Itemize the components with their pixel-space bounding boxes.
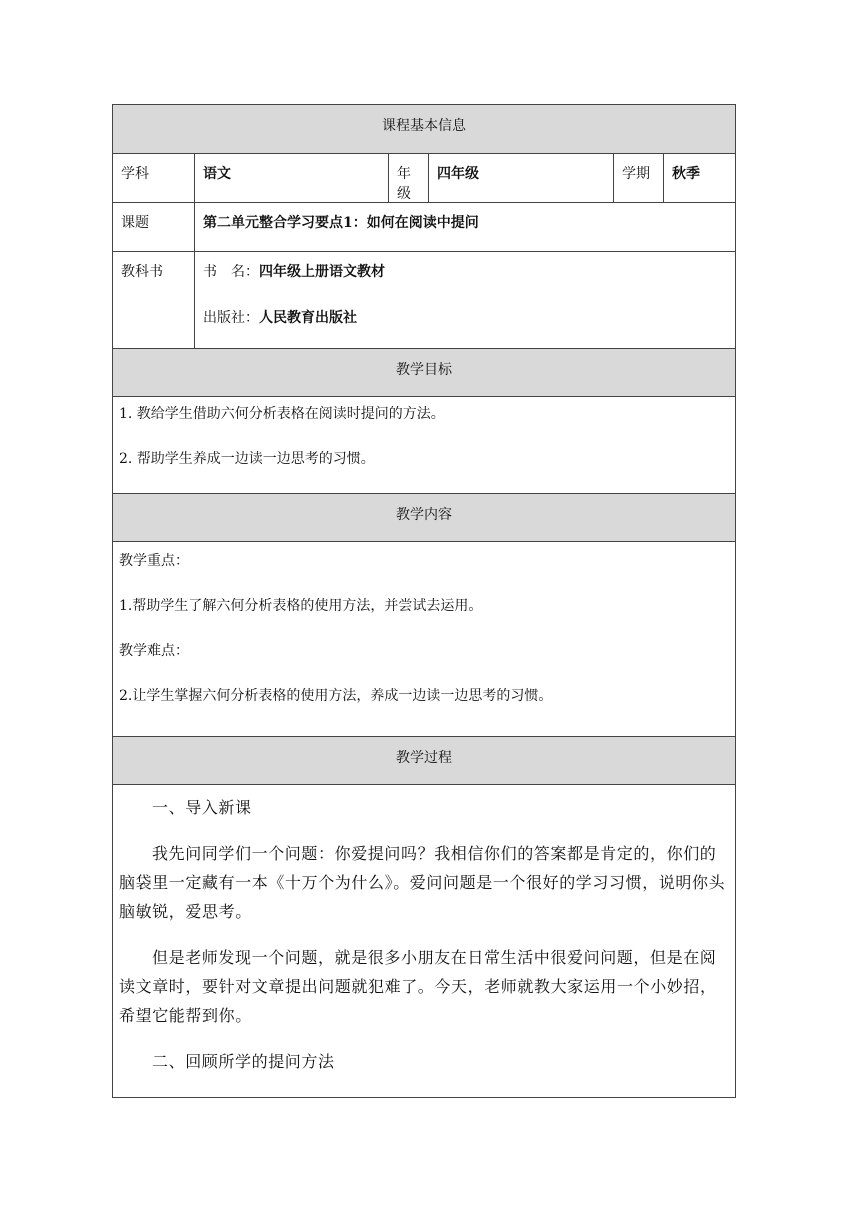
objective-item: 2. 帮助学生养成一边读一边思考的习惯。 xyxy=(119,451,375,467)
book-name-value: 四年级上册语文教材 xyxy=(259,264,385,280)
section-title: 教学过程 xyxy=(396,750,452,766)
textbook-details xyxy=(194,252,735,348)
subject-row xyxy=(113,153,735,202)
content-row xyxy=(113,541,735,736)
book-name-label: 书 名： xyxy=(203,264,259,280)
subject-label: 学科 xyxy=(121,166,149,182)
topic-row xyxy=(113,202,735,251)
topic-value: 第二单元整合学习要点1：如何在阅读中提问 xyxy=(194,203,735,251)
section-title: 教学内容 xyxy=(396,507,452,523)
section-header-basic-info xyxy=(113,105,735,153)
lesson-plan-table xyxy=(112,104,736,1098)
topic-label: 课题 xyxy=(121,215,149,231)
objectives-list xyxy=(113,397,451,493)
book-name-line xyxy=(203,261,727,281)
term-label: 学期 xyxy=(613,154,663,202)
publisher-label: 出版社： xyxy=(203,310,259,326)
section-header-objectives xyxy=(113,348,735,396)
subject-value: 语文 xyxy=(194,154,388,202)
grade-label: 年级 xyxy=(388,154,428,202)
section-header-content xyxy=(113,493,735,541)
content-body xyxy=(113,542,558,736)
publisher-value: 人民教育出版社 xyxy=(259,310,357,326)
key-point-text: 1.帮助学生了解六何分析表格的使用方法，并尝试去运用。 xyxy=(119,598,483,614)
textbook-row xyxy=(113,251,735,348)
objectives-row xyxy=(113,396,735,493)
difficulty-text: 2.让学生掌握六何分析表格的使用方法，养成一边读一边思考的习惯。 xyxy=(119,688,553,704)
section-title: 课程基本信息 xyxy=(382,118,466,134)
term-value: 秋季 xyxy=(663,154,735,202)
section-title: 教学目标 xyxy=(396,362,452,378)
process-paragraph-1: 我先问同学们一个问题：你爱提问吗？我相信你们的答案都是肯定的，你们的脑袋里一定藏有一本《十万个为什么》。爱问问题是一个很好的学习习惯，说明你头脑敏锐，爱思考。 xyxy=(119,844,726,921)
difficulty-label: 教学难点： xyxy=(119,643,189,659)
publisher-line xyxy=(203,307,727,327)
process-body xyxy=(113,785,735,1097)
process-row xyxy=(113,784,735,1097)
textbook-label: 教科书 xyxy=(121,264,163,280)
process-heading-2: 二、回顾所学的提问方法 xyxy=(152,1052,335,1071)
grade-value: 四年级 xyxy=(428,154,613,202)
key-point-label: 教学重点： xyxy=(119,553,189,569)
objective-item: 1. 教给学生借助六何分析表格在阅读时提问的方法。 xyxy=(119,406,445,422)
process-paragraph-2: 但是老师发现一个问题，就是很多小朋友在日常生活中很爱问问题，但是在阅读文章时，要针对文章提出问题就犯难了。今天，老师就教大家运用一个小妙招，希望它能帮到你。 xyxy=(119,948,717,1025)
process-heading-1: 一、导入新课 xyxy=(152,798,252,817)
section-header-process xyxy=(113,736,735,784)
